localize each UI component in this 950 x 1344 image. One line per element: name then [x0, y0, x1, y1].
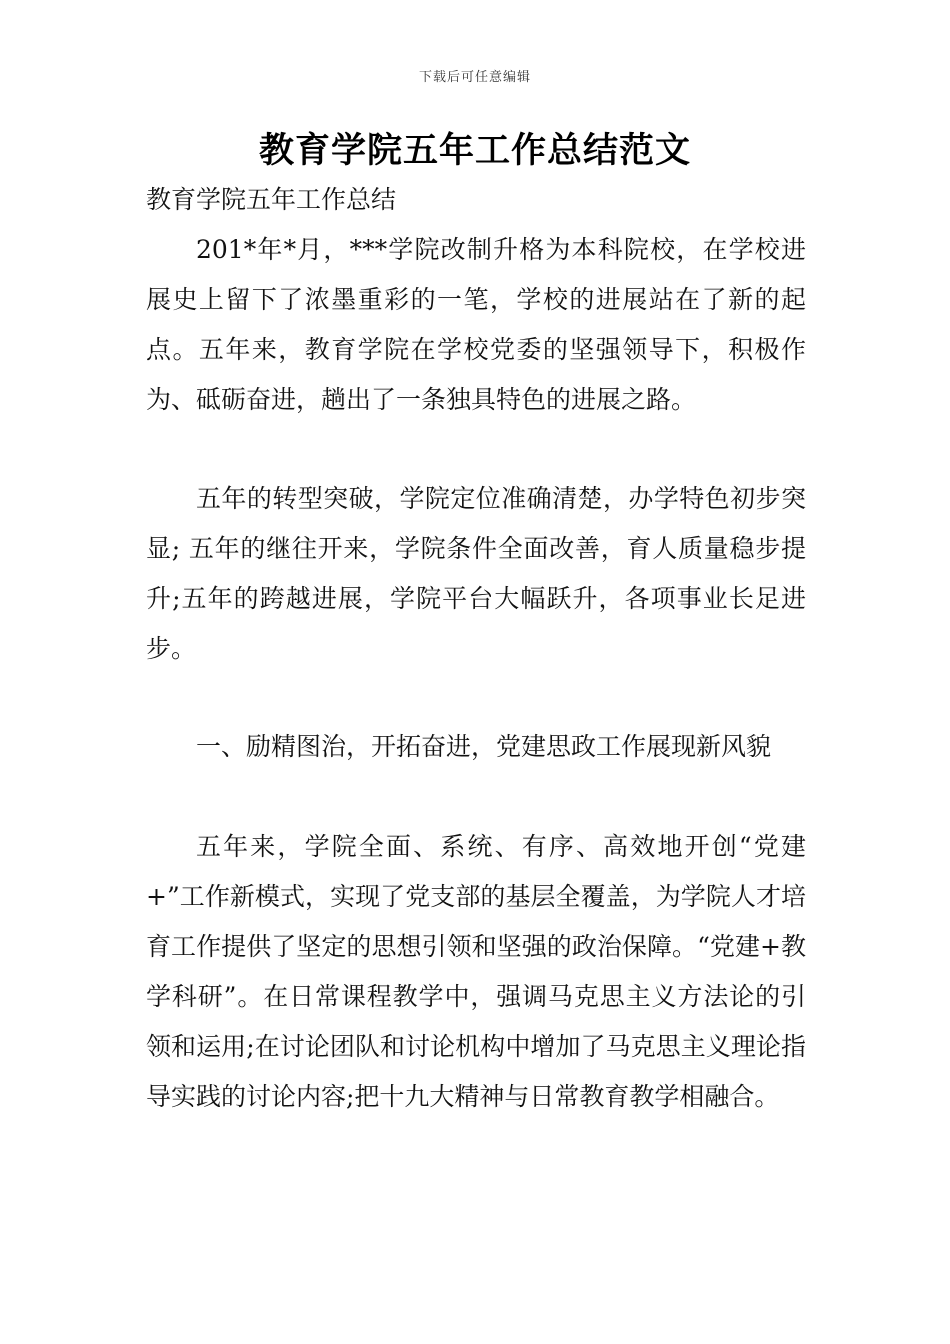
- document-subtitle: 教育学院五年工作总结: [146, 185, 397, 214]
- paragraph-party-building: 五年来，学院全面、系统、有序、高效地开创“党建+”工作新模式，实现了党支部的基层全覆盖，为学院人才培育工作提供了坚定的思想引领和坚强的政治保障。“党建+教学科研”。在日常课程教学中，强调马克思主义方法论的引领和运用;在讨论团队和讨论机构中增加了马克思主义理论指导实践的讨论内容;把十九大精神与日常教育教学相融合。: [146, 832, 806, 1111]
- section-heading-one: 一、励精图治，开拓奋进，党建思政工作展现新风貌: [196, 732, 772, 761]
- header-note: 下载后可任意编辑: [418, 70, 531, 85]
- paragraph-summary: 五年的转型突破，学院定位准确清楚，办学特色初步突显; 五年的继往开来，学院条件全面改善，育人质量稳步提升;五年的跨越进展，学院平台大幅跃升，各项事业长足进步。: [146, 484, 806, 663]
- paragraph-intro: 201*年*月，***学院改制升格为本科院校，在学校进展史上留下了浓墨重彩的一笔，学校的进展站在了新的起点。五年来，教育学院在学校党委的坚强领导下，积极作为、砥砺奋进，趟出了一条独具特色的进展之路。: [146, 235, 806, 414]
- document-title: 教育学院五年工作总结范文: [258, 131, 691, 171]
